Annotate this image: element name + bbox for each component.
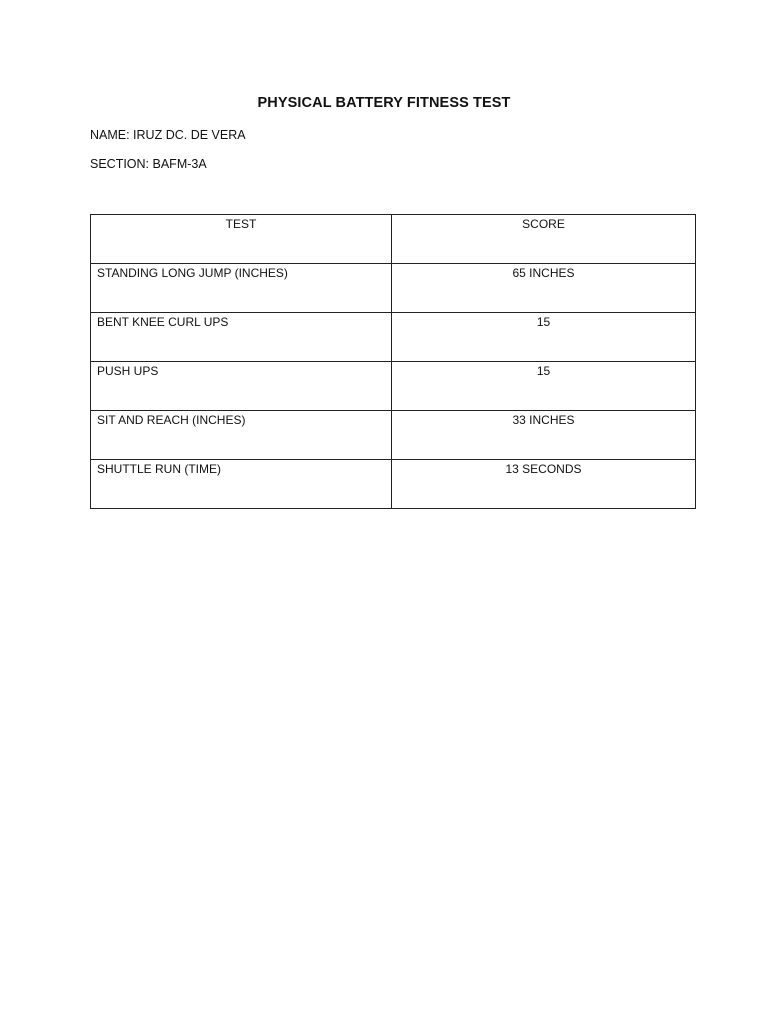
table-row (91, 264, 696, 313)
test-name-cell: STANDING LONG JUMP (INCHES) (91, 264, 392, 313)
header-score: SCORE (392, 215, 696, 264)
student-section: SECTION: BAFM-3A (90, 157, 207, 171)
table-row (91, 313, 696, 362)
score-cell: 15 (392, 362, 696, 411)
student-name: NAME: IRUZ DC. DE VERA (90, 128, 246, 142)
score-cell: 33 INCHES (392, 411, 696, 460)
table-row (91, 411, 696, 460)
table-header-row (91, 215, 696, 264)
test-name-cell: SIT AND REACH (INCHES) (91, 411, 392, 460)
document-title: PHYSICAL BATTERY FITNESS TEST (257, 95, 511, 111)
score-cell: 65 INCHES (392, 264, 696, 313)
table-row (91, 460, 696, 509)
test-name-cell: BENT KNEE CURL UPS (91, 313, 392, 362)
test-name-cell: PUSH UPS (91, 362, 392, 411)
fitness-test-table (90, 214, 696, 509)
score-cell: 15 (392, 313, 696, 362)
table-row (91, 362, 696, 411)
score-cell: 13 SECONDS (392, 460, 696, 509)
header-test: TEST (91, 215, 392, 264)
test-name-cell: SHUTTLE RUN (TIME) (91, 460, 392, 509)
